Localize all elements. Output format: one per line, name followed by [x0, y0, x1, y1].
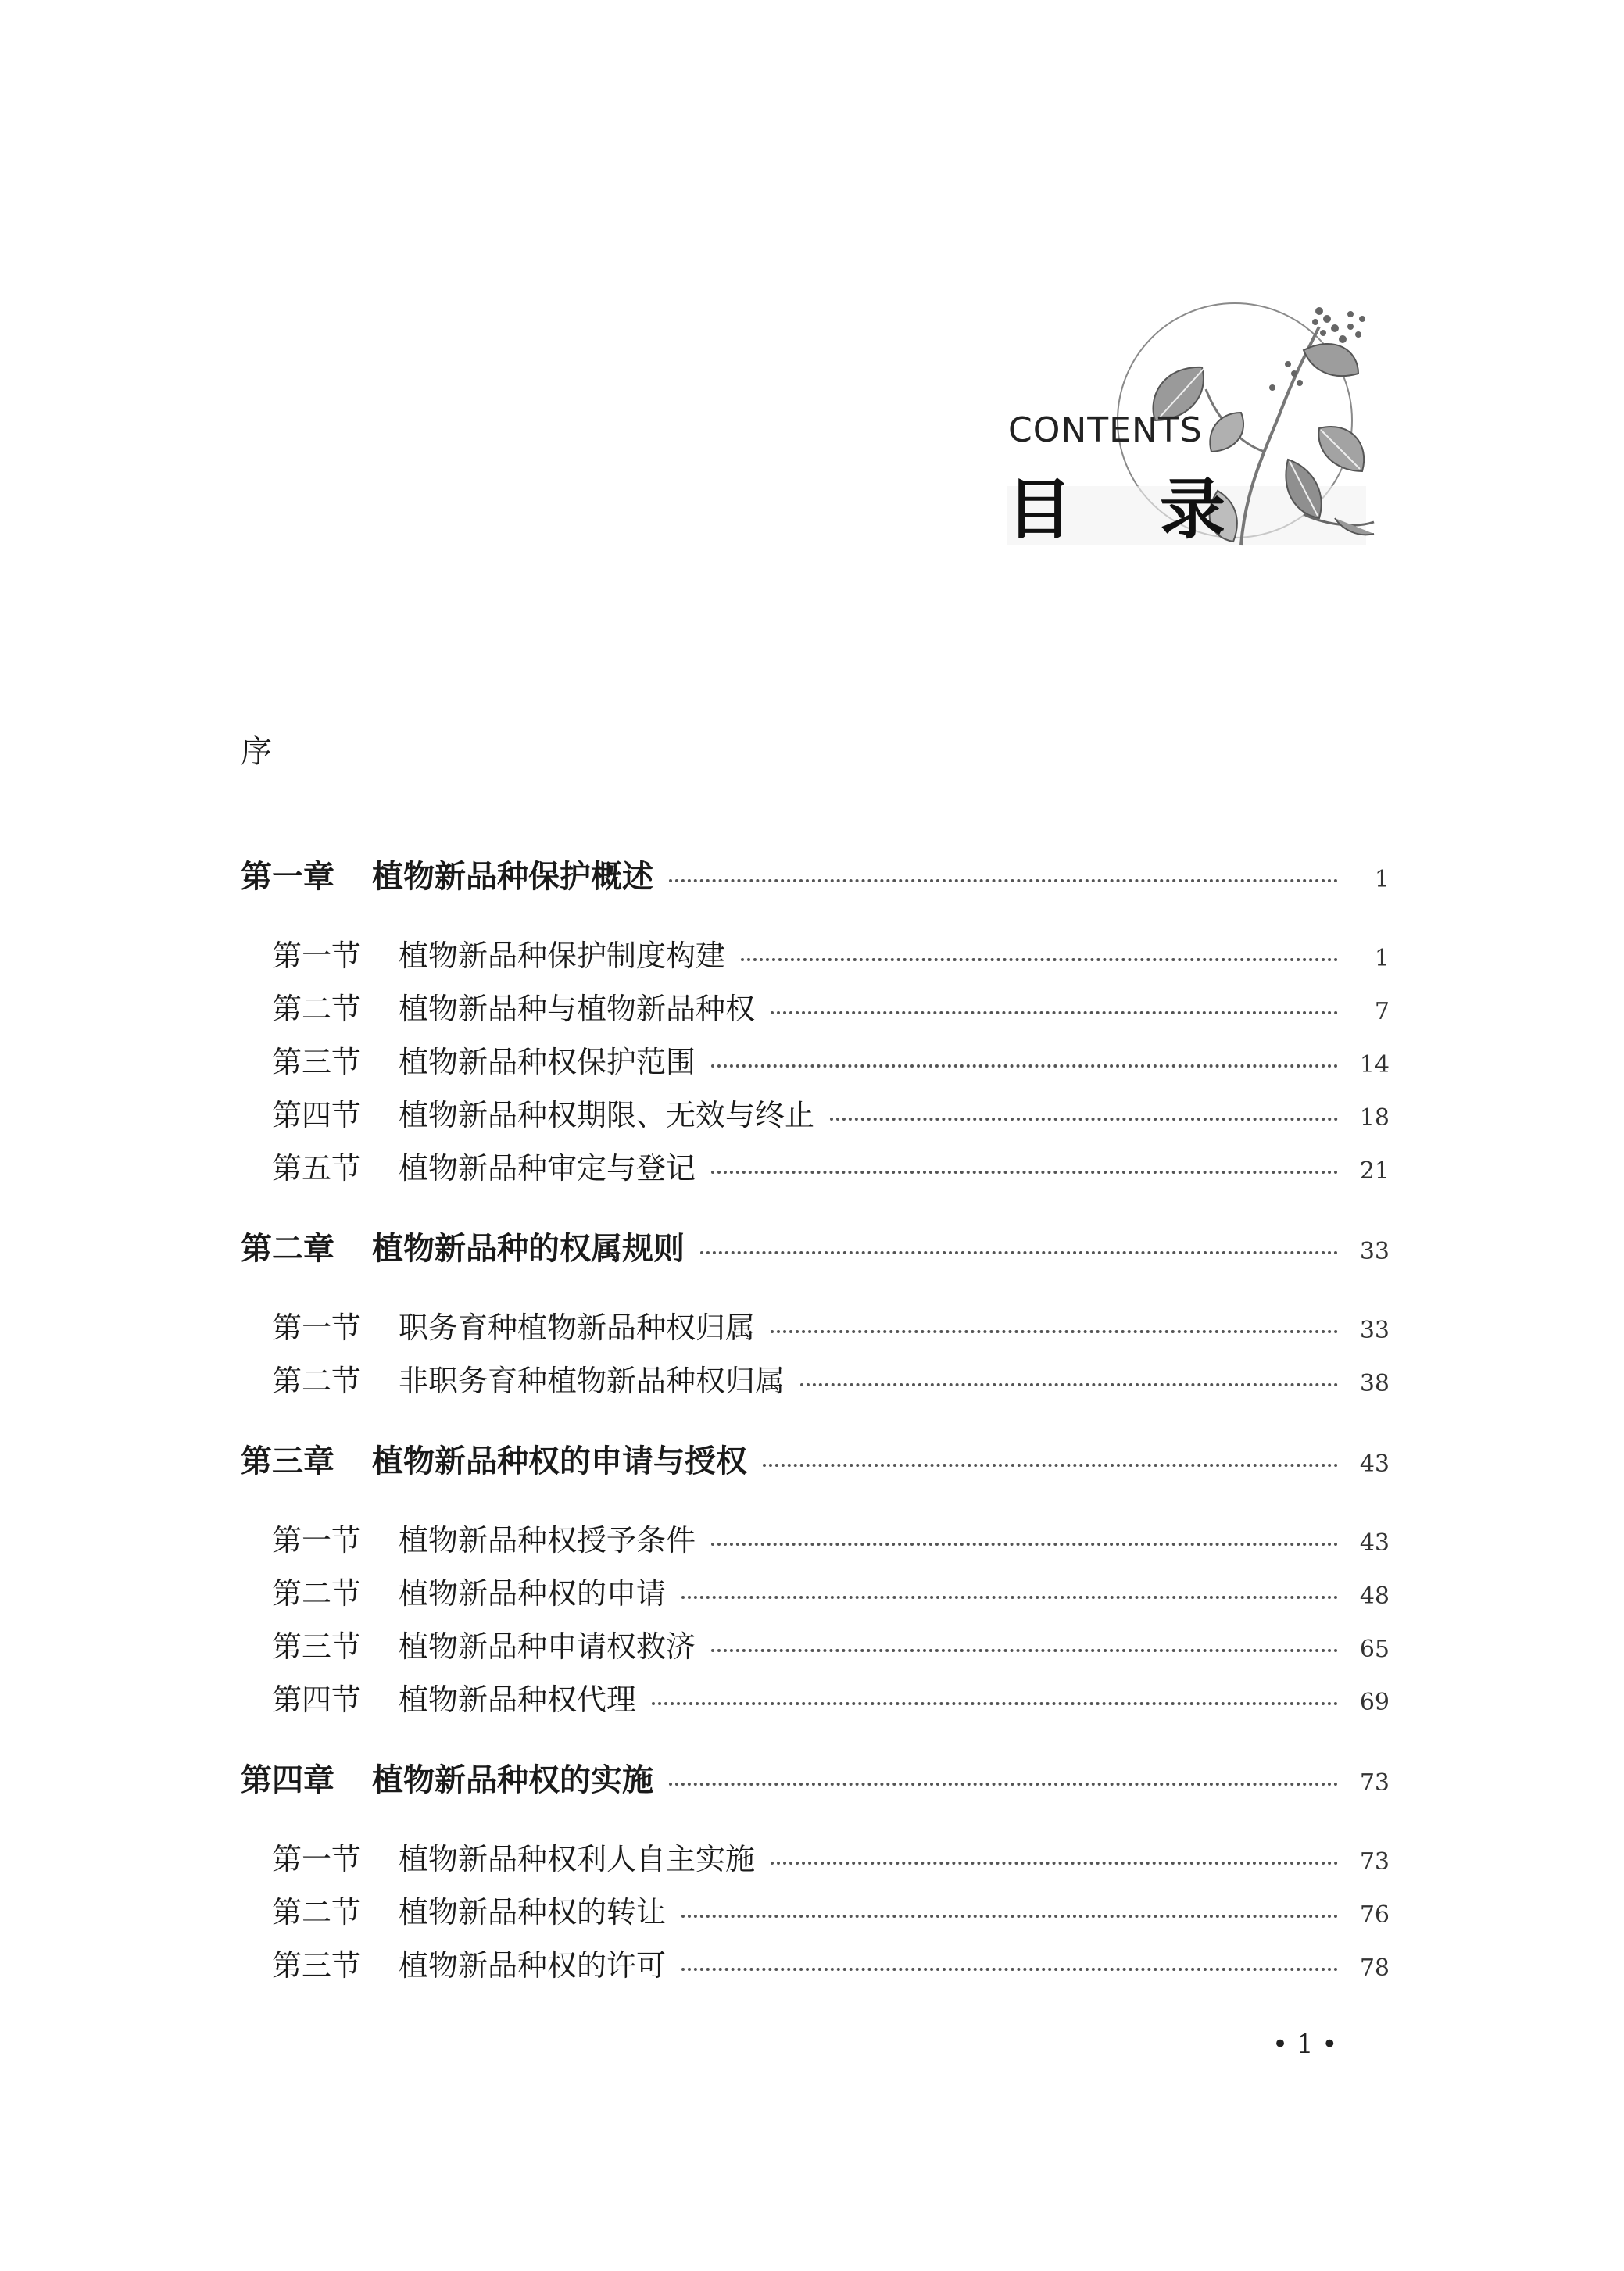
section-number: 第一节: [272, 1842, 362, 1876]
dot-leader: [652, 1702, 1338, 1705]
page-number: 7: [1374, 998, 1390, 1025]
toc-section-row[interactable]: [241, 1144, 1390, 1197]
page-number: 33: [1359, 1238, 1390, 1265]
chapter-number: 第一章: [241, 859, 334, 895]
chapter-title: 植物新品种保护概述: [372, 859, 653, 895]
page-number: 65: [1359, 1636, 1390, 1663]
dot-leader: [830, 1118, 1338, 1121]
toc-section-row[interactable]: [241, 985, 1390, 1038]
page-number: 38: [1359, 1370, 1390, 1397]
page-number: 73: [1359, 1848, 1390, 1876]
dot-leader: [700, 1251, 1338, 1254]
toc-section-row[interactable]: [241, 1676, 1390, 1729]
section-number: 第一节: [272, 1311, 362, 1345]
section-number: 第二节: [272, 1364, 362, 1398]
toc-chapter-row[interactable]: [241, 852, 1390, 905]
page-number: 43: [1359, 1450, 1390, 1478]
toc-section-row[interactable]: [241, 1888, 1390, 1941]
page-number: 76: [1359, 1901, 1390, 1929]
section-title: 植物新品种审定与登记: [399, 1151, 696, 1186]
dot-leader: [711, 1649, 1338, 1652]
dot-leader: [771, 1330, 1338, 1333]
toc-section-row[interactable]: [241, 1038, 1390, 1091]
section-number: 第二节: [272, 1576, 362, 1611]
dot-leader: [771, 1011, 1338, 1014]
page-number: 48: [1359, 1583, 1390, 1610]
chapter-number: 第二章: [241, 1231, 334, 1267]
toc-section-row[interactable]: [241, 1516, 1390, 1569]
section-title: 植物新品种申请权救济: [399, 1629, 696, 1664]
toc-chapter-row[interactable]: [241, 1755, 1390, 1808]
toc-section-row[interactable]: [241, 932, 1390, 985]
page-number: 78: [1359, 1954, 1390, 1982]
table-of-contents: [241, 852, 1390, 1994]
section-title: 职务育种植物新品种权归属: [399, 1311, 756, 1345]
section-number: 第三节: [272, 1629, 362, 1664]
section-number: 第一节: [272, 939, 362, 973]
section-title: 植物新品种权利人自主实施: [399, 1842, 756, 1876]
dot-leader: [711, 1543, 1338, 1546]
chapter-number: 第四章: [241, 1762, 334, 1798]
section-number: 第三节: [272, 1948, 362, 1983]
dot-leader: [711, 1171, 1338, 1174]
toc-section-row[interactable]: [241, 1835, 1390, 1888]
toc-section-row[interactable]: [241, 1304, 1390, 1357]
section-number: 第四节: [272, 1683, 362, 1717]
page-number: 1: [1374, 945, 1390, 972]
page-folio: • 1 •: [1272, 2029, 1338, 2060]
dot-leader: [741, 958, 1338, 961]
section-title: 植物新品种权代理: [399, 1683, 637, 1717]
page-number: 69: [1359, 1689, 1390, 1716]
chapter-number: 第三章: [241, 1443, 334, 1479]
page-number: 18: [1359, 1104, 1390, 1132]
page-number: 43: [1359, 1529, 1390, 1557]
toc-chapter-row[interactable]: [241, 1436, 1390, 1490]
page-number: 14: [1359, 1051, 1390, 1078]
dot-leader: [763, 1464, 1338, 1467]
dot-leader: [711, 1064, 1338, 1068]
section-number: 第三节: [272, 1045, 362, 1079]
contents-heading-zh: 目录: [1007, 471, 1314, 548]
toc-preface: 序: [241, 734, 272, 770]
section-number: 第一节: [272, 1523, 362, 1558]
dot-leader: [771, 1862, 1338, 1865]
section-number: 第四节: [272, 1098, 362, 1132]
section-number: 第二节: [272, 1895, 362, 1929]
section-title: 植物新品种权保护范围: [399, 1045, 696, 1079]
toc-section-row[interactable]: [241, 1091, 1390, 1144]
toc-section-row[interactable]: [241, 1941, 1390, 1994]
section-title: 植物新品种权的申请: [399, 1576, 667, 1611]
page-number: 1: [1374, 866, 1390, 893]
contents-heading-en: CONTENTS: [1008, 410, 1203, 450]
page-number: 33: [1359, 1317, 1390, 1344]
dot-leader: [681, 1596, 1338, 1599]
toc-section-row[interactable]: [241, 1569, 1390, 1622]
section-title: 植物新品种保护制度构建: [399, 939, 726, 973]
page-number: 73: [1359, 1769, 1390, 1797]
section-title: 植物新品种权的转让: [399, 1895, 667, 1929]
section-number: 第五节: [272, 1151, 362, 1186]
section-title: 植物新品种权期限、无效与终止: [399, 1098, 815, 1132]
section-title: 非职务育种植物新品种权归属: [399, 1364, 785, 1398]
toc-section-row[interactable]: [241, 1357, 1390, 1410]
chapter-title: 植物新品种权的申请与授权: [372, 1443, 747, 1479]
toc-section-row[interactable]: [241, 1622, 1390, 1676]
dot-leader: [681, 1915, 1338, 1918]
page-number: 21: [1359, 1157, 1390, 1185]
dot-leader: [669, 1783, 1338, 1786]
dot-leader: [800, 1383, 1338, 1386]
dot-leader: [669, 879, 1338, 882]
chapter-title: 植物新品种的权属规则: [372, 1231, 685, 1267]
chapter-title: 植物新品种权的实施: [372, 1762, 653, 1798]
section-title: 植物新品种权的许可: [399, 1948, 667, 1983]
toc-chapter-row[interactable]: [241, 1224, 1390, 1277]
section-title: 植物新品种权授予条件: [399, 1523, 696, 1558]
dot-leader: [681, 1968, 1338, 1971]
section-number: 第二节: [272, 992, 362, 1026]
section-title: 植物新品种与植物新品种权: [399, 992, 756, 1026]
